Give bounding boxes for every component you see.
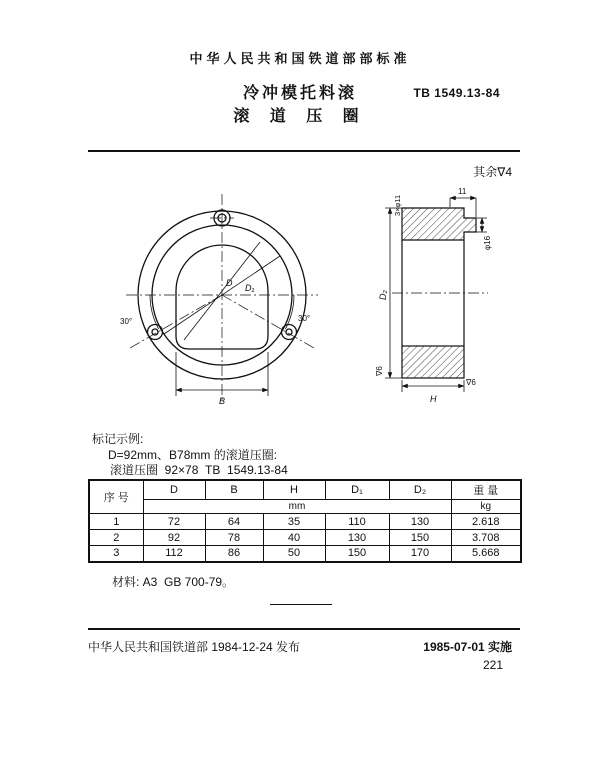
spec-table xyxy=(88,479,522,563)
col-header-weight: 重 量 xyxy=(451,480,521,500)
cell-weight: 2.618 xyxy=(451,514,521,530)
label-b: B xyxy=(219,396,226,406)
label-finish-right: ∇6 xyxy=(466,378,476,387)
page-number: 221 xyxy=(483,658,504,672)
label-dim11: 11 xyxy=(458,187,467,196)
label-phi16: φ16 xyxy=(483,235,492,250)
col-header-b: B xyxy=(205,480,263,500)
cell-d: 112 xyxy=(143,546,205,562)
separator-short-line xyxy=(270,604,332,605)
footer-effective-date: 1985-07-01 实施 xyxy=(423,640,512,654)
header-divider xyxy=(88,150,520,152)
part-title-line1: 冷冲模托料滚 xyxy=(242,85,357,102)
table-row xyxy=(89,546,521,562)
cell-index: 2 xyxy=(89,530,143,546)
standard-number: TB 1549.13-84 xyxy=(413,86,500,100)
cell-d2: 170 xyxy=(389,546,451,562)
cell-index: 1 xyxy=(89,514,143,530)
left-hole-inner xyxy=(152,329,158,335)
marking-example-heading: 标记示例: xyxy=(92,432,144,446)
label-finish-left: ∇6 xyxy=(375,366,384,376)
cell-index: 3 xyxy=(89,546,143,562)
cell-d2: 150 xyxy=(389,530,451,546)
cell-d1: 130 xyxy=(325,530,389,546)
label-d: D xyxy=(226,278,233,288)
cell-weight: 5.668 xyxy=(451,546,521,562)
cell-weight: 3.708 xyxy=(451,530,521,546)
part-title-line2: 滚 道 压 圈 xyxy=(233,108,367,125)
col-header-d1: D₁ xyxy=(325,480,389,500)
cell-d1: 110 xyxy=(325,514,389,530)
label-holes-note: 3×φ11 xyxy=(393,194,402,216)
label-angle-right: 30° xyxy=(298,314,311,323)
unit-kg: kg xyxy=(451,500,521,514)
cell-h: 50 xyxy=(263,546,325,562)
col-header-h: H xyxy=(263,480,325,500)
technical-drawing xyxy=(88,180,520,426)
table-row xyxy=(89,514,521,530)
cell-d2: 130 xyxy=(389,514,451,530)
cell-b: 78 xyxy=(205,530,263,546)
footer-divider xyxy=(88,628,520,630)
dimension-phi16 xyxy=(476,218,487,232)
marking-example-line1: D=92mm、B78mm 的滚道压圈: xyxy=(108,448,278,462)
cell-d: 92 xyxy=(143,530,205,546)
left-hole xyxy=(148,325,163,340)
label-d2: D₂ xyxy=(378,290,388,300)
cell-b: 86 xyxy=(205,546,263,562)
label-d1: D₁ xyxy=(245,283,255,293)
table-row xyxy=(89,530,521,546)
col-header-index: 序 号 xyxy=(89,480,143,514)
table-unit-row xyxy=(89,500,521,514)
section-bottom-wall xyxy=(402,346,464,378)
cell-h: 40 xyxy=(263,530,325,546)
cell-d: 72 xyxy=(143,514,205,530)
right-hole xyxy=(282,325,297,340)
material-note: 材料: A3 GB 700-79。 xyxy=(112,575,235,589)
standard-org-title: 中华人民共和国铁道部部标准 xyxy=(189,51,411,66)
surface-finish-note: 其余∇4 xyxy=(473,165,512,179)
cell-b: 64 xyxy=(205,514,263,530)
drawing-canvas xyxy=(88,180,520,426)
label-h: H xyxy=(430,394,437,404)
col-header-d2: D₂ xyxy=(389,480,451,500)
footer-issued-by: 中华人民共和国铁道部 1984-12-24 发布 xyxy=(88,640,301,654)
col-header-d: D xyxy=(143,480,205,500)
cell-h: 35 xyxy=(263,514,325,530)
unit-mm: mm xyxy=(143,500,451,514)
table-header-row xyxy=(89,480,521,500)
cell-d1: 150 xyxy=(325,546,389,562)
section-top-wall xyxy=(402,208,476,240)
right-hole-inner xyxy=(286,329,292,335)
marking-example-line2: 滚道压圈 92×78 TB 1549.13-84 xyxy=(108,461,294,481)
dimension-h xyxy=(402,380,464,392)
label-angle-left: 30° xyxy=(120,317,133,326)
